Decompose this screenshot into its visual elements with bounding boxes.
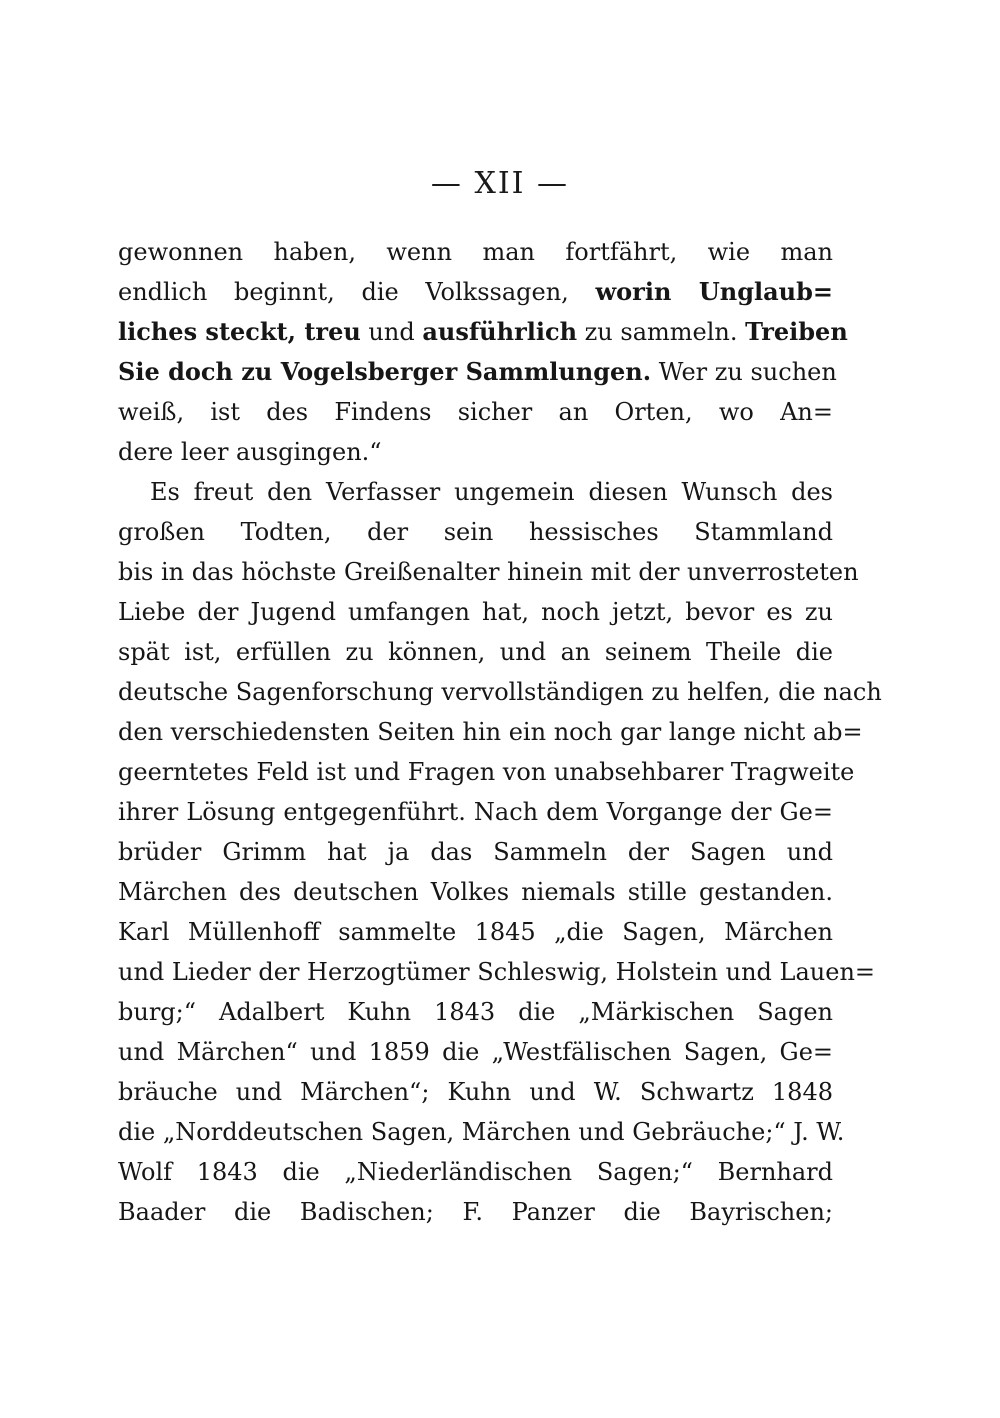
- body-text: [118, 232, 882, 1232]
- text-line: [118, 432, 833, 472]
- text-segment: die „Norddeutschen Sagen, Märchen und Gebräuche;“ J. W.: [118, 1118, 845, 1146]
- text-segment: deutsche Sagenforschung vervollständigen zu helfen, die nach: [118, 678, 882, 706]
- page-number: — XII —: [430, 166, 570, 201]
- text-segment: zu sammeln.: [577, 318, 746, 346]
- text-line: [118, 232, 833, 272]
- text-line: [118, 392, 833, 432]
- text-line: [118, 552, 859, 592]
- text-line: [118, 832, 833, 872]
- text-line: [118, 1032, 833, 1072]
- text-line: [118, 272, 833, 312]
- text-segment: Baader die Badischen; F. Panzer die Bayrischen;: [118, 1198, 833, 1226]
- text-segment: burg;“ Adalbert Kuhn 1843 die „Märkischen Sagen: [118, 998, 833, 1026]
- text-segment: Wer zu suchen: [651, 358, 837, 386]
- text-segment: Es freut den Verfasser ungemein diesen Wunsch des: [150, 478, 833, 506]
- text-segment: und Märchen“ und 1859 die „Westfälischen Sagen, Ge=: [118, 1038, 833, 1066]
- text-segment: brüder Grimm hat ja das Sammeln der Sagen und: [118, 838, 833, 866]
- text-segment: bis in das höchste Greißenalter hinein mit der unverrosteten: [118, 558, 859, 586]
- text-line: [118, 632, 833, 672]
- text-segment: Liebe der Jugend umfangen hat, noch jetzt, bevor es zu: [118, 598, 833, 626]
- text-line: [118, 992, 833, 1032]
- text-segment: endlich beginnt, die Volkssagen,: [118, 278, 596, 306]
- bold-text-segment: Treiben: [745, 317, 848, 346]
- text-line: [118, 912, 833, 952]
- text-line: [118, 672, 882, 712]
- text-line: [118, 1072, 833, 1112]
- text-line: [118, 792, 833, 832]
- text-segment: dere leer ausgingen.“: [118, 438, 382, 466]
- text-line: [118, 872, 833, 912]
- text-line: [118, 952, 876, 992]
- text-segment: bräuche und Märchen“; Kuhn und W. Schwartz 1848: [118, 1078, 833, 1106]
- text-line: [118, 592, 833, 632]
- text-line: [118, 1152, 833, 1192]
- text-line: [118, 512, 833, 552]
- bold-text-segment: liches steckt, treu: [118, 317, 361, 346]
- text-line: [118, 752, 855, 792]
- text-segment: gewonnen haben, wenn man fortfährt, wie man: [118, 238, 833, 266]
- text-segment: und Lieder der Herzogtümer Schleswig, Holstein und Lauen=: [118, 958, 876, 986]
- text-line: [118, 712, 863, 752]
- text-segment: großen Todten, der sein hessisches Stammland: [118, 518, 833, 546]
- text-segment: den verschiedensten Seiten hin ein noch gar lange nicht ab=: [118, 718, 863, 746]
- text-segment: und: [360, 318, 423, 346]
- text-line: [118, 1112, 845, 1152]
- text-line: [118, 352, 837, 392]
- bold-text-segment: worin Unglaub=: [595, 277, 833, 306]
- bold-text-segment: Sie doch zu Vogelsberger Sammlungen.: [118, 357, 652, 386]
- text-segment: Märchen des deutschen Volkes niemals stille gestanden.: [118, 878, 833, 906]
- text-line: [118, 1192, 833, 1232]
- text-segment: spät ist, erfüllen zu können, und an seinem Theile die: [118, 638, 833, 666]
- text-segment: geerntetes Feld ist und Fragen von unabsehbarer Tragweite: [118, 758, 855, 786]
- text-segment: Wolf 1843 die „Niederländischen Sagen;“ Bernhard: [118, 1158, 833, 1186]
- bold-text-segment: ausführlich: [422, 317, 578, 346]
- text-segment: weiß, ist des Findens sicher an Orten, wo An=: [118, 398, 833, 426]
- text-segment: ihrer Lösung entgegenführt. Nach dem Vorgange der Ge=: [118, 798, 833, 826]
- text-segment: Karl Müllenhoff sammelte 1845 „die Sagen, Märchen: [118, 918, 833, 946]
- text-line: [118, 312, 848, 352]
- text-line: [118, 472, 833, 512]
